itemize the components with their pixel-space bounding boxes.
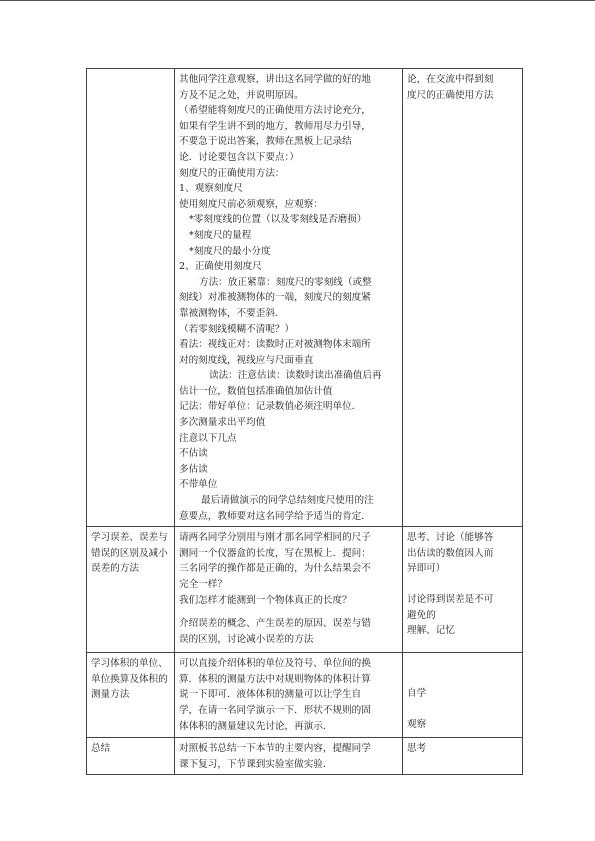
table-row [87,653,523,738]
text-line: 2、正确使用刻度尺 [179,261,262,273]
text-line: 记法：带好单位：记录数值必须注明单位． [179,401,362,413]
teacher-activity-cell [175,69,403,527]
text-line: 理解、记忆 [407,625,455,637]
text-line: 注意以下几点 [179,432,237,444]
text-line: 异即可） [407,563,446,575]
lesson-plan-table [86,68,523,775]
text-line: 使用刻度尺前必须观察，应观察： [179,198,323,210]
text-line: 靠被测物体，不要歪斜． [179,307,285,319]
text-line: 不估读 [179,448,208,460]
text-line: 介绍误差的概念、产生误差的原因、误差与错 [179,618,371,630]
text-line: 出估读的数值因人而 [407,547,494,559]
text-line: 说一下即可．液体体积的测量可以让学生自 [179,689,362,701]
student-activity-cell [403,653,523,738]
text-line: 论，在交流中得到刻 [407,74,494,85]
text-line: *刻度尺的量程 [189,229,252,241]
text-line: 1、观察刻度尺 [179,183,243,195]
text-line: 思考 [407,743,427,755]
text-line: 如果有学生讲不到的地方，教师用尽力引导， [179,120,371,132]
table-row [87,738,523,775]
text-line: 测同一个仪器盒的长度，写在黑板上．提问： [179,547,371,559]
text-line: 估计一位，数值包括准确值加估计值 [179,385,333,397]
text-line: 不要急于说出答案，教师在黑板上记录结 [179,136,352,148]
stage-cell: 学习误差、误差与错误的区别及减小误差的方法 [87,527,175,653]
text-line: 三名同学的操作都是正确的，为什么结果会不 [179,563,371,575]
text-line: 对的刻度线，视线应与尺面垂直 [179,354,314,366]
student-activity-cell [403,527,523,653]
table-row [87,527,523,653]
text-line: 可以直接介绍体积的单位及符号、单位间的换 [179,658,371,670]
text-line: 看法：视线正对：读数时正对被测物体末端所 [179,339,371,351]
text-line: 算．体积的测量方法中对规则物体的体积计算 [179,673,371,685]
text-line: 对照板书总结一下本节的主要内容，提醒同学 [179,743,371,755]
text-line: 刻度尺的正确使用方法： [179,167,285,179]
text-line: 避免的 [407,609,436,621]
text-line: 其他同学注意观察，讲出这名同学做的好的地 [179,74,371,85]
text-line: 课下复习，下节课到实验室做实验． [179,758,333,770]
text-line: 我们怎样才能测到一个物体真正的长度？ [179,594,352,606]
text-line: 请两名同学分别用与刚才那名同学相同的尺子 [179,532,371,544]
text-line: （若零刻线模糊不清呢？） [179,323,295,335]
text-line: 误的区别，讨论减小误差的方法 [179,633,314,645]
teacher-activity-cell [175,738,403,775]
text-line: *刻度尺的最小分度 [189,245,271,257]
text-line: 体体积的测量建议先讨论，再演示． [179,720,333,732]
page-top-rule [0,0,595,1]
teacher-activity-cell [175,653,403,738]
stage-cell: 学习体积的单位、单位换算及体积的测量方法 [87,653,175,738]
text-line: 完全一样？ [179,579,227,590]
stage-cell [87,69,175,527]
text-line: 多次测量求出平均值 [179,417,266,429]
text-line: 意要点，教师要对这名同学给予适当的肯定． [179,510,371,522]
text-line: 读法：注意估读：读数时读出准确值后再 [209,370,382,382]
stage-cell: 总结 [87,738,175,775]
table-row [87,69,523,527]
text-line: （希望能将刻度尺的正确使用方法讨论充分， [179,105,371,117]
text-line: 观察 [407,718,427,730]
text-line: *零刻度线的位置（以及零刻线是否磨损） [189,214,367,226]
text-line: 讨论得到误差是不可 [407,594,494,605]
text-line: 方法：放正紧靠：刻度尺的零刻线（或整 [199,276,372,288]
text-line: 论．讨论要包含以下要点：） [179,151,299,163]
teacher-activity-cell [175,527,403,653]
student-activity-cell [403,738,523,775]
text-line: 学，在请一名同学演示一下．形状不规则的固 [179,705,371,716]
student-activity-cell [403,69,523,527]
text-line: 不带单位 [179,479,218,491]
text-line: 方及不足之处，并说明原因。 [179,89,304,101]
text-line: 思考、讨论（能够答 [407,532,494,544]
text-line: 刻线）对准被测物体的一端，刻度尺的刻度紧 [179,292,371,304]
text-line: 自学 [407,688,427,700]
text-line: 度尺的正确使用方法 [407,89,494,101]
text-line: 最后请做演示的同学总结刻度尺使用的注 [201,495,374,507]
text-line: 多估读 [179,463,208,475]
